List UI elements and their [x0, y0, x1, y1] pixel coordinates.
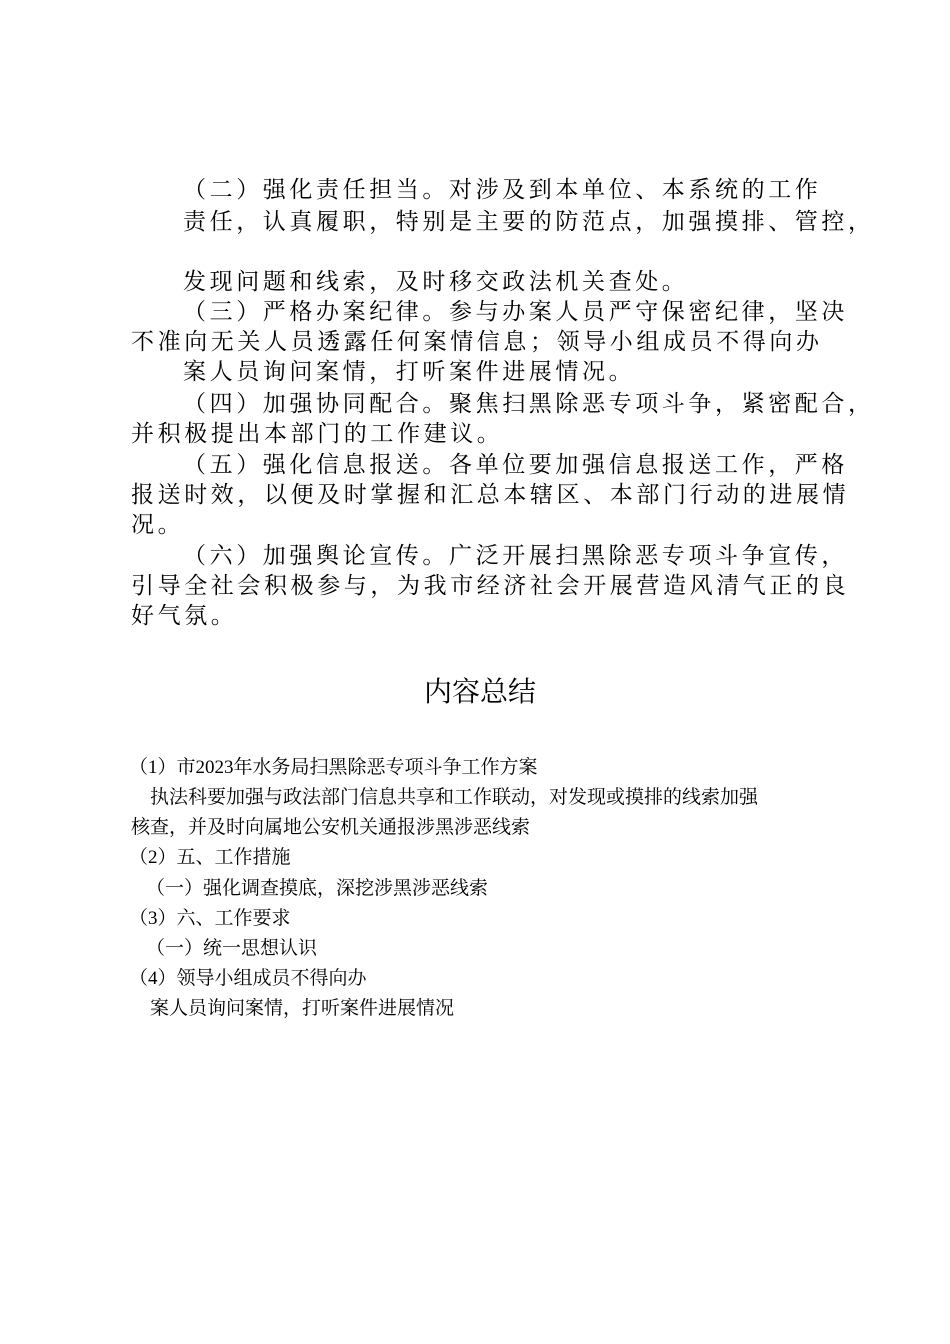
body-line: 不准向无关人员透露任何案情信息；领导小组成员不得向办 — [131, 329, 823, 355]
summary-line: （2）五、工作措施 — [129, 847, 291, 868]
body-line: （六）加强舆论宣传。广泛开展扫黑除恶专项斗争宣传， — [183, 543, 848, 569]
body-line: 案人员询问案情，打听案件进展情况。 — [183, 359, 636, 385]
summary-line: （3）六、工作要求 — [129, 908, 291, 929]
summary-line: （4）领导小组成员不得向办 — [129, 968, 367, 989]
body-line: 好气氛。 — [131, 603, 238, 629]
summary-line: 执法科要加强与政法部门信息共享和工作联动，对发现或摸排的线索加强 — [150, 787, 759, 808]
body-line: 责任，认真履职，特别是主要的防范点，加强摸排、管控， — [183, 209, 875, 235]
body-line: （五）强化信息报送。各单位要加强信息报送工作，严格 — [183, 452, 848, 478]
body-line: 引导全社会积极参与，为我市经济社会开展营造风清气正的良 — [131, 573, 850, 599]
body-line: （三）严格办案纪律。参与办案人员严守保密纪律，坚决 — [183, 299, 848, 325]
summary-line: （1）市2023年水务局扫黑除恶专项斗争工作方案 — [129, 757, 538, 778]
body-line: 况。 — [131, 512, 185, 538]
summary-title: 内容总结 — [424, 675, 537, 708]
body-line: （二）强化责任担当。对涉及到本单位、本系统的工作 — [183, 177, 822, 203]
body-line: 并积极提出本部门的工作建议。 — [131, 421, 504, 447]
body-line: 报送时效，以便及时掌握和汇总本辖区、本部门行动的进展情 — [131, 482, 850, 508]
summary-line: （一）统一思想认识 — [146, 938, 318, 959]
body-line: （四）加强协同配合。聚焦扫黑除恶专项斗争，紧密配合， — [183, 391, 875, 417]
body-line: 发现问题和线索，及时移交政法机关查处。 — [183, 269, 689, 295]
summary-line: （一）强化调查摸底，深挖涉黑涉恶线索 — [146, 878, 489, 899]
summary-line: 核查，并及时向属地公安机关通报涉黑涉恶线索 — [131, 817, 531, 838]
summary-line: 案人员询问案情，打听案件进展情况 — [150, 998, 455, 1019]
